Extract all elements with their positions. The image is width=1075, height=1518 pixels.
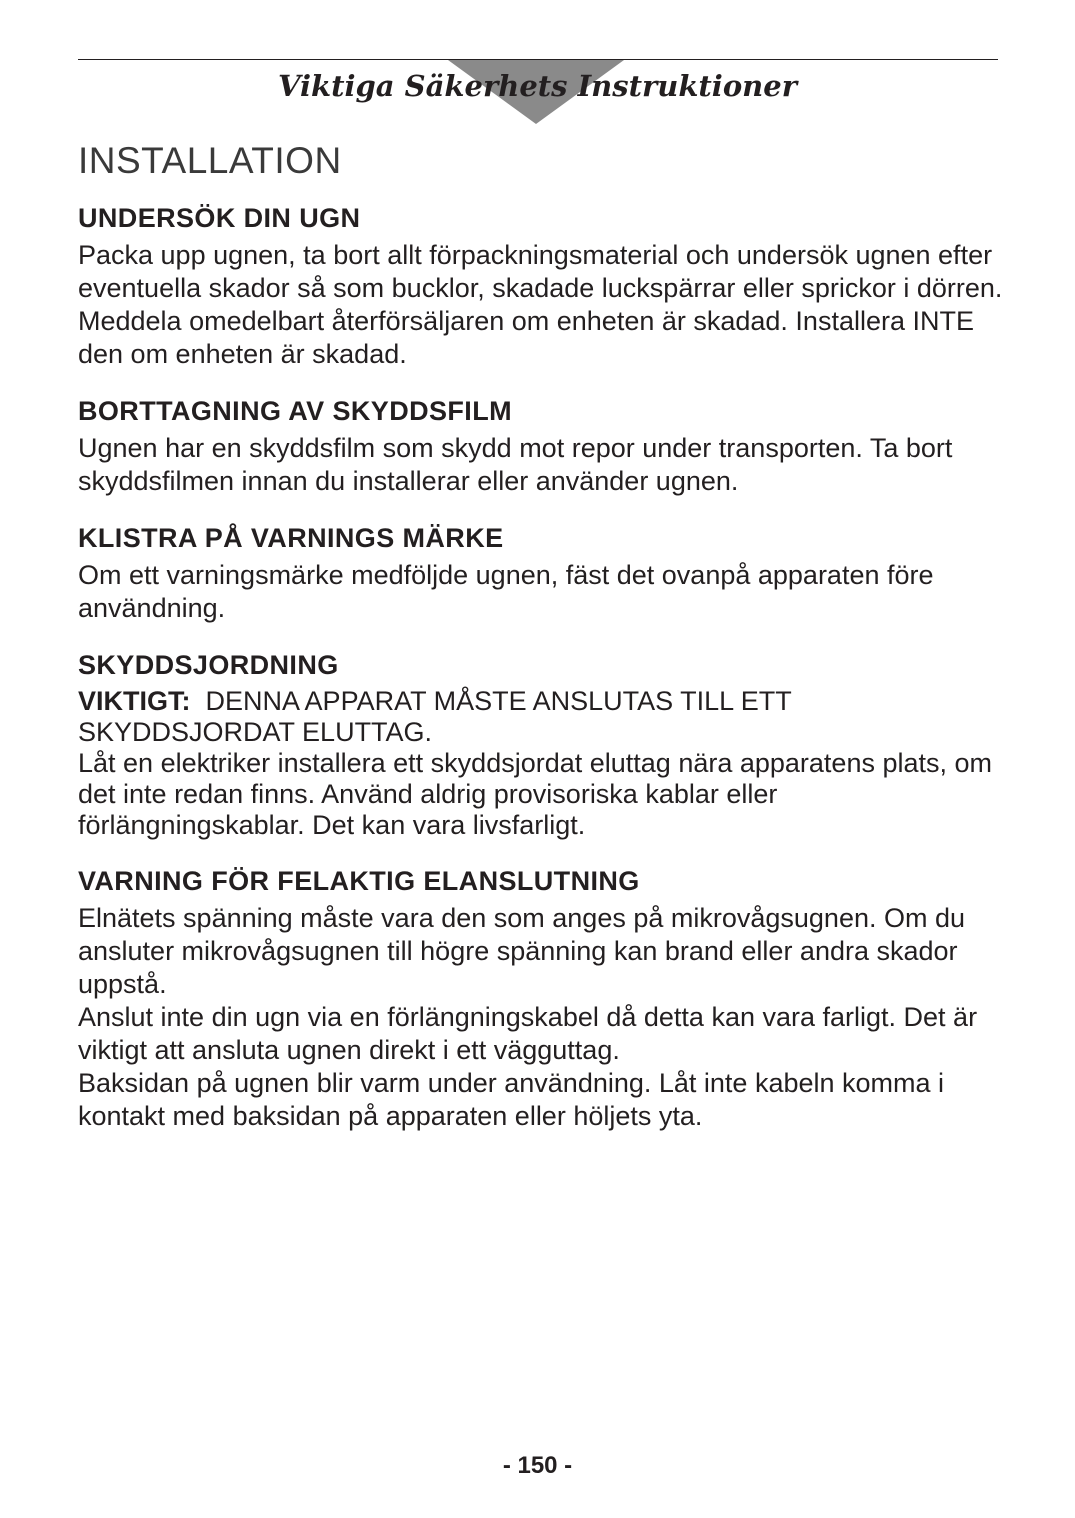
page-content	[78, 138, 1008, 1133]
section-important-skyddsjordning	[78, 686, 1008, 748]
important-text: DENNA APPARAT MÅSTE ANSLUTAS TILL ETT SKYDDSJORDAT ELUTTAG.	[78, 686, 792, 747]
section-heading-skyddsjordning: SKYDDSJORDNING	[78, 650, 339, 680]
page-number: - 150 -	[502, 1452, 573, 1479]
section-heading-elanslutning: VARNING FÖR FELAKTIG ELANSLUTNING	[78, 866, 640, 896]
section-heading-skyddsfilm: BORTTAGNING AV SKYDDSFILM	[78, 396, 512, 426]
running-header-title: Viktiga Säkerhets Instruktioner	[278, 69, 797, 103]
section-body-varningsmarke: Om ett varningsmärke medföljde ugnen, fäst det ovanpå apparaten före användning.	[78, 560, 934, 623]
page-title: INSTALLATION	[78, 140, 342, 181]
section-body-elanslutning-2: Anslut inte din ugn via en förlängningskabel då detta kan vara farligt. Det är viktigt att ansluta ugnen direkt i ett vägguttag.	[78, 1002, 978, 1065]
section-heading-undersok: UNDERSÖK DIN UGN	[78, 203, 361, 233]
section-heading-varningsmarke: KLISTRA PÅ VARNINGS MÄRKE	[78, 523, 504, 553]
section-body-skyddsfilm: Ugnen har en skyddsfilm som skydd mot repor under transporten. Ta bort skyddsfilmen innan du installerar eller använder ugnen.	[78, 433, 953, 496]
section-body-elanslutning-3: Baksidan på ugnen blir varm under användning. Låt inte kabeln komma i kontakt med baksidan på apparaten eller höljets yta.	[78, 1068, 945, 1131]
important-label: VIKTIGT:	[78, 686, 191, 716]
section-body-skyddsjordning: Låt en elektriker installera ett skyddsjordat eluttag nära apparatens plats, om det inte redan finns. Använd aldrig provisoriska kablar eller förlängningskablar. Det kan vara livsfarligt.	[78, 748, 993, 840]
section-body-elanslutning-1: Elnätets spänning måste vara den som anges på mikrovågsugnen. Om du ansluter mikrovågsugnen till högre spänning kan brand eller andra skador uppstå.	[78, 903, 966, 999]
section-body-undersok: Packa upp ugnen, ta bort allt förpackningsmaterial och undersök ugnen efter eventuella skador så som bucklor, skadade luckspärrar eller sprickor i dörren. Meddela omedelbart återförsäljaren om enheten är skadad. Installera INTE den om enheten är skadad.	[78, 240, 1003, 369]
